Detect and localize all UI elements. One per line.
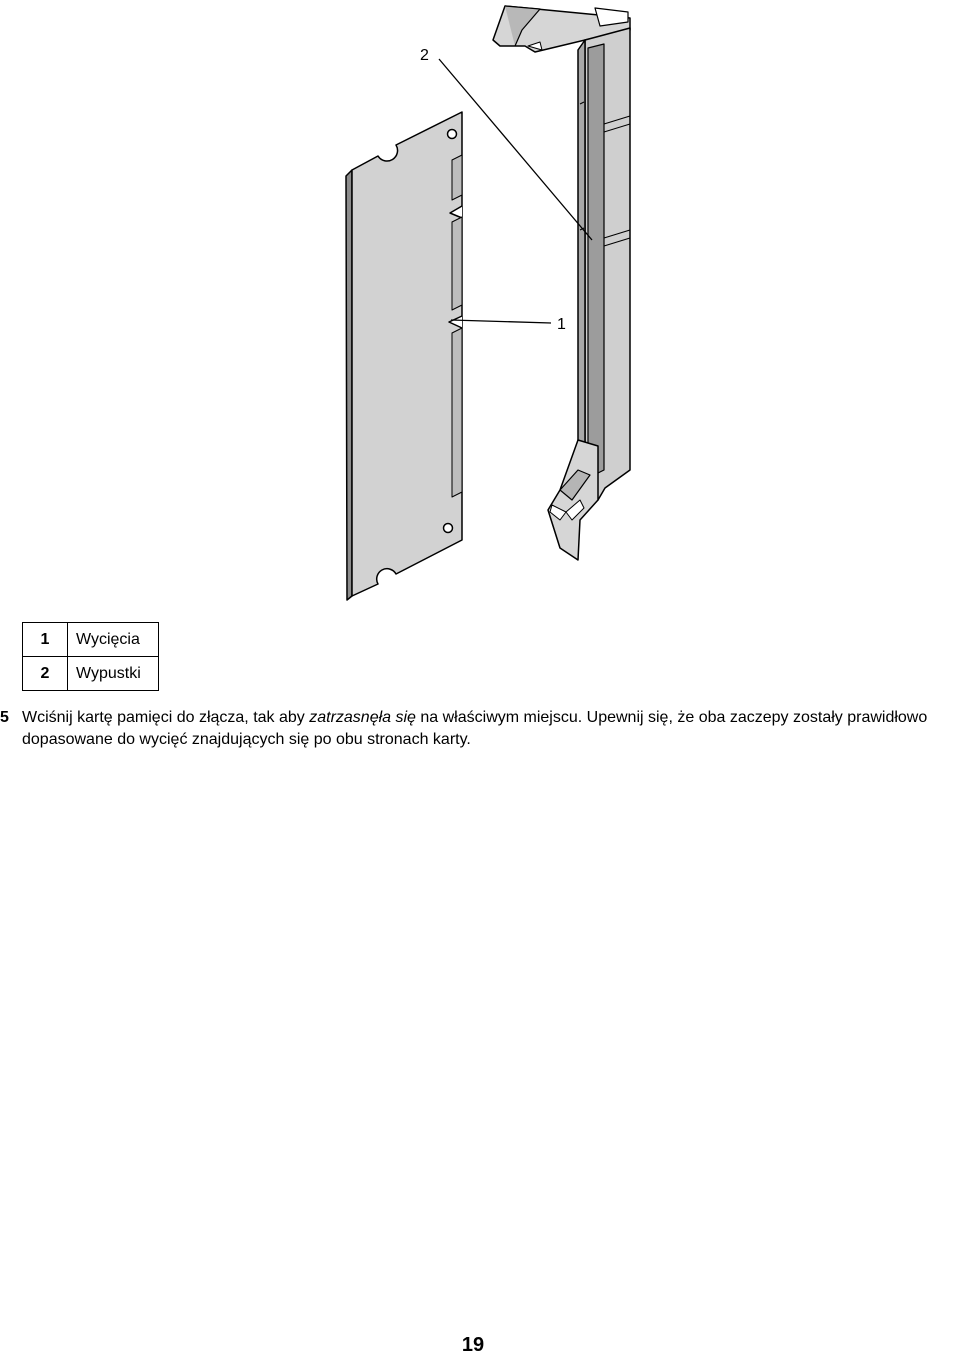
- memory-card-illustration: [0, 0, 960, 610]
- memory-connector: [493, 6, 630, 560]
- page-number: 19: [461, 1334, 485, 1356]
- legend-label: Wypustki: [68, 657, 159, 691]
- callout-1: [451, 316, 566, 333]
- legend-number: 1: [23, 623, 68, 657]
- callout-number: 2: [420, 47, 429, 64]
- legend-number: 2: [23, 657, 68, 691]
- step-text: [22, 707, 960, 751]
- legend-label: Wycięcia: [68, 623, 159, 657]
- legend-table: [22, 622, 159, 691]
- legend-row: [23, 623, 159, 657]
- step-text-before: Wciśnij kartę pamięci do złącza, tak aby: [22, 709, 310, 726]
- step-text-emphasis: zatrzasnęła się: [309, 709, 416, 726]
- callout-number: 1: [557, 316, 566, 333]
- step-number: 5: [0, 709, 9, 726]
- memory-card: [346, 112, 462, 600]
- step-text-after: na właściwym miejscu. Upewnij się, że oba zaczepy zostały prawidłowo dopasowane do wycięć znajdujących się po obu stronach karty.: [22, 709, 928, 748]
- legend-row: [23, 657, 159, 691]
